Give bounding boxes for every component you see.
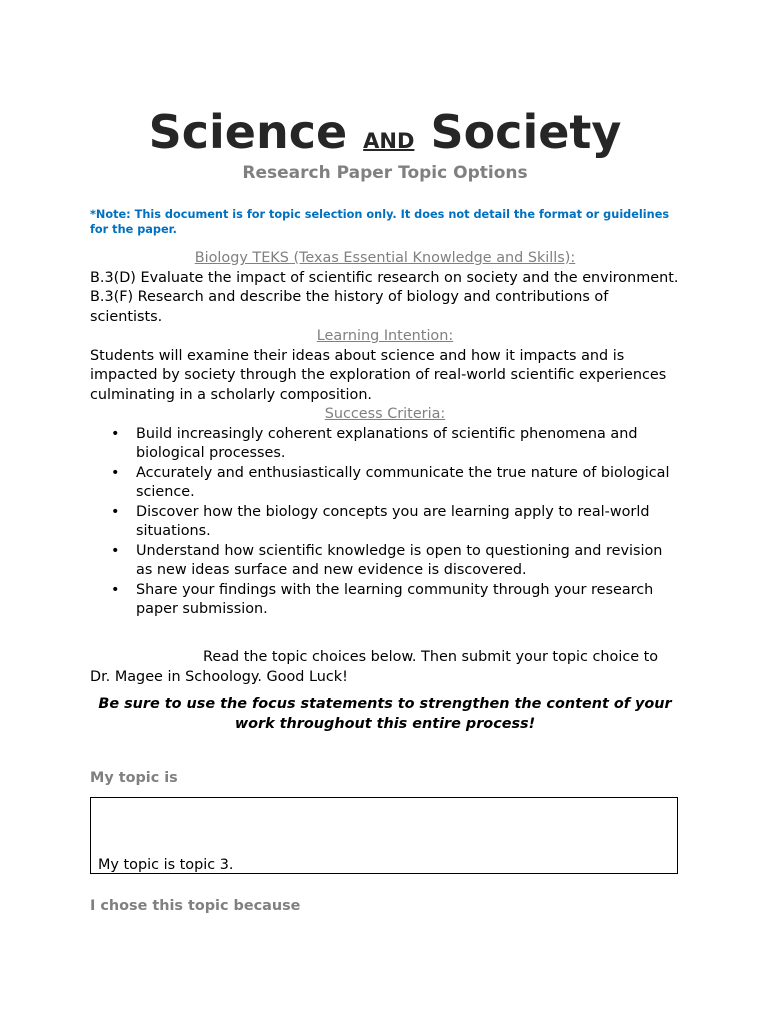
success-criteria-list [90, 425, 680, 620]
title-word-and: AND [363, 129, 415, 153]
learning-intention-heading: Learning Intention: [316, 328, 454, 344]
bullet-icon: • [111, 464, 120, 481]
topic-label: My topic is [90, 770, 178, 786]
document-title [90, 104, 680, 169]
focus-statement: Be sure to use the focus statements to strengthen the content of your work throughout this entire process! [98, 696, 672, 732]
teks-heading: Biology TEKS (Texas Essential Knowledge and Skills): [194, 250, 576, 266]
selection-note: *Note: This document is for topic selection only. It does not detail the format or guidelines for the paper. [90, 208, 670, 236]
criteria-text: Share your findings with the learning community through your research paper submission. [136, 581, 654, 617]
criteria-item [111, 581, 680, 620]
teks-item: B.3(D) Evaluate the impact of scientific research on society and the environment. [90, 269, 679, 286]
topic-answer-value: My topic is topic 3. [98, 857, 234, 873]
learning-intention-text: Students will examine their ideas about science and how it impacts and is impacted by society through the exploration of real-world scientific experiences culminating in a scholarly composition. [90, 347, 667, 403]
title-word-society: Society [430, 105, 622, 159]
criteria-text: Understand how scientific knowledge is open to questioning and revision as new ideas surface and new evidence is discovered. [136, 542, 663, 578]
criteria-item [111, 542, 680, 581]
bullet-icon: • [111, 542, 120, 559]
standards-section [90, 249, 680, 620]
reason-label: I chose this topic because [90, 898, 301, 914]
document-subtitle: Research Paper Topic Options [242, 163, 528, 183]
criteria-item [111, 503, 680, 542]
bullet-icon: • [111, 503, 120, 520]
success-criteria-heading: Success Criteria: [324, 406, 446, 422]
criteria-text: Discover how the biology concepts you are learning apply to real-world situations. [136, 503, 650, 539]
criteria-text: Build increasingly coherent explanations of scientific phenomena and biological processes. [136, 425, 638, 461]
bullet-icon: • [111, 581, 120, 598]
submission-instructions: Read the topic choices below. Then submit your topic choice to Dr. Magee in Schoology. Good Luck! [90, 649, 659, 685]
teks-item: B.3(F) Research and describe the history of biology and contributions of scientists. [90, 289, 609, 325]
criteria-item [111, 425, 680, 464]
criteria-text: Accurately and enthusiastically communicate the true nature of biological science. [136, 464, 670, 500]
topic-answer-field[interactable] [90, 797, 678, 874]
title-word-science: Science [148, 105, 348, 159]
criteria-item [111, 464, 680, 503]
bullet-icon: • [111, 425, 120, 442]
